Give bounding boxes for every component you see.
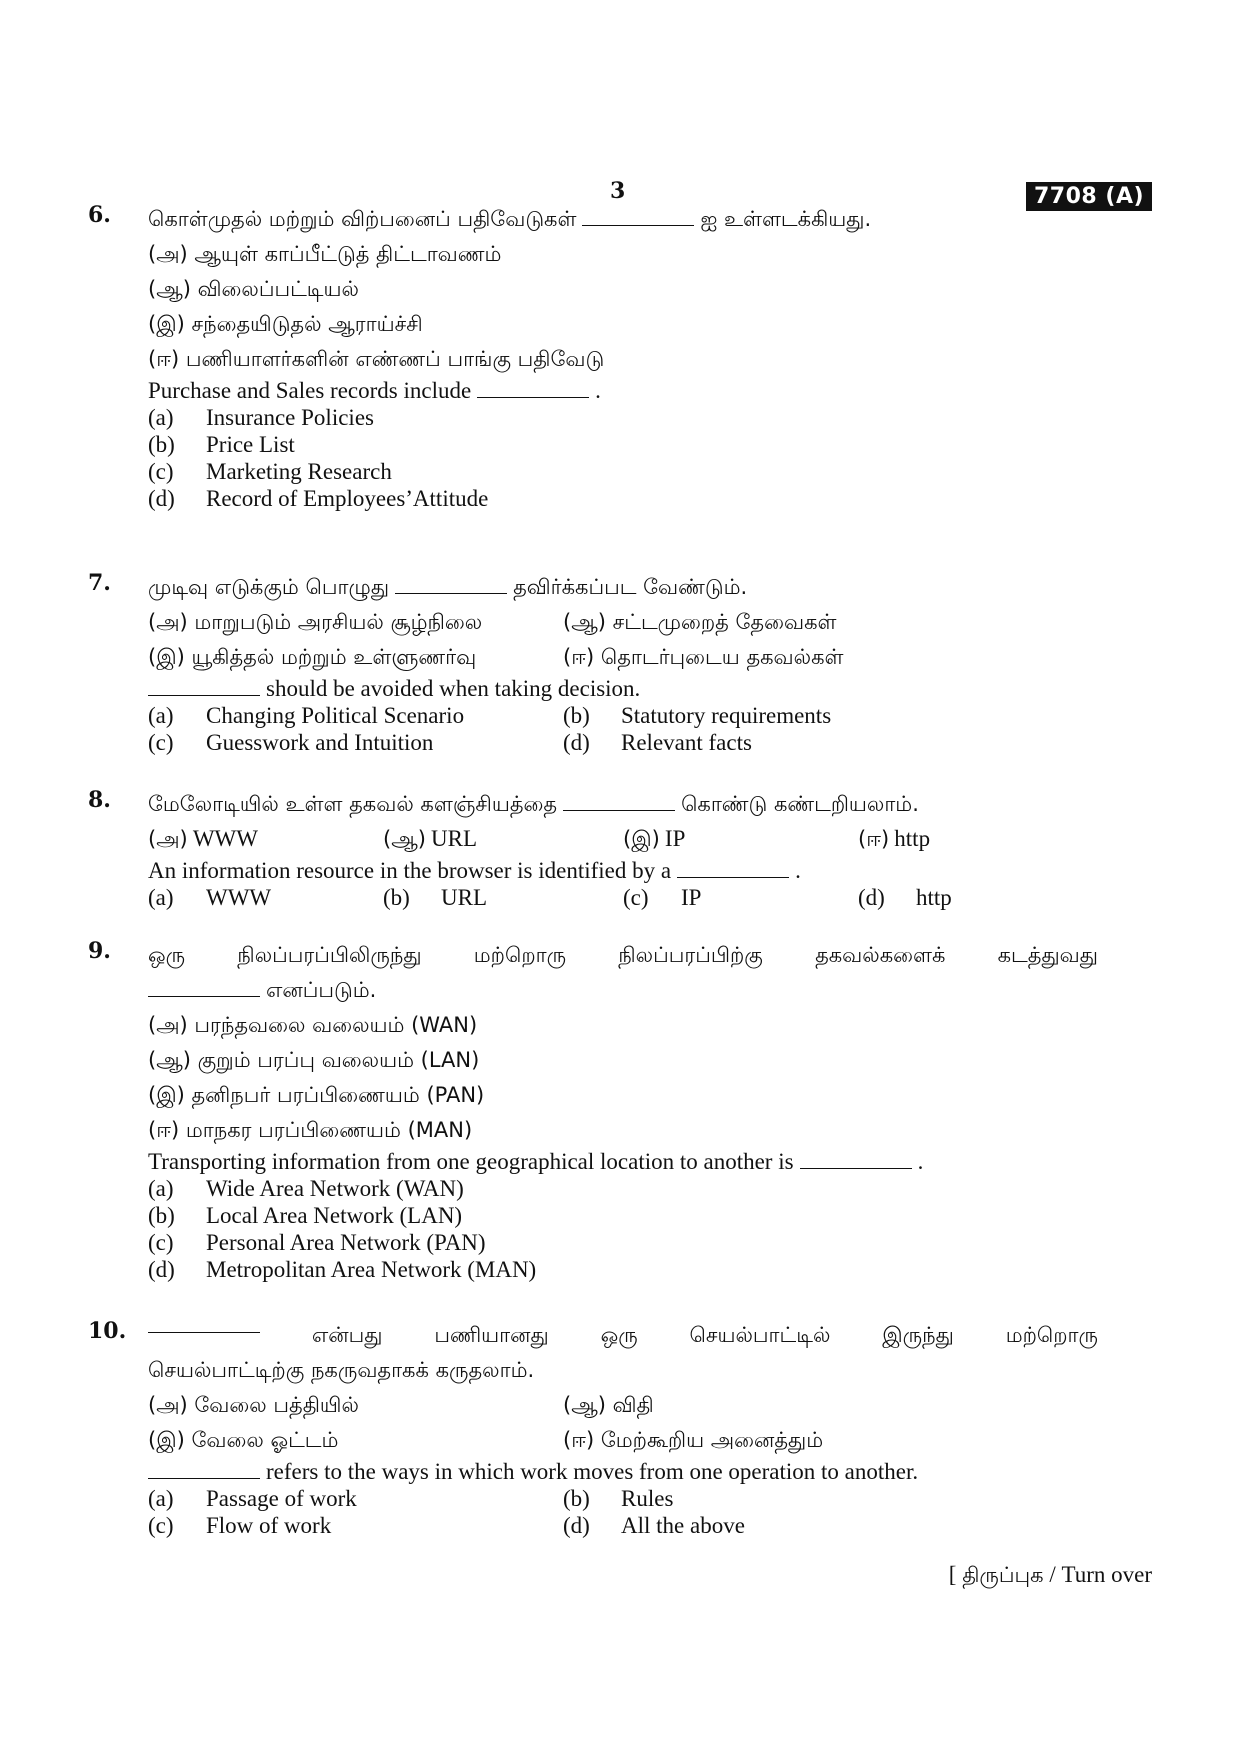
option-english: (b) URL (383, 885, 487, 910)
option-english: (c) Flow of work (148, 1513, 332, 1538)
option-english: (d) Record of Employees’Attitude (148, 486, 489, 511)
option-english: (a) Insurance Policies (148, 405, 374, 430)
option-english: (c) Marketing Research (148, 459, 392, 484)
option-english: (c) Personal Area Network (PAN) (148, 1230, 486, 1255)
option-tamil: (ஈ) தொடர்புடைய தகவல்கள் (563, 645, 844, 669)
option-english: (d) Metropolitan Area Network (MAN) (148, 1257, 537, 1282)
question-stem-english: should be avoided when taking decision. (148, 675, 1148, 702)
answer-blank (563, 796, 675, 811)
option-english: (d) All the above (563, 1513, 745, 1538)
answer-blank (800, 1154, 912, 1169)
option-english: (b) Statutory requirements (563, 703, 832, 728)
turn-over-tamil: திருப்புக (962, 1563, 1044, 1587)
option-tamil: (ஈ) பணியாளர்களின் எண்ணப் பாங்கு பதிவேடு (148, 347, 605, 371)
question-stem-english: An information resource in the browser is identified by a . (148, 858, 801, 883)
paper-code-badge: 7708 (A) (1026, 182, 1152, 211)
question-stem-english: Transporting information from one geographical location to another is . (148, 1149, 924, 1174)
answer-blank (148, 982, 260, 997)
option-tamil: (அ) வேலை பத்தியில் (148, 1393, 359, 1417)
option-tamil: (இ) சந்தையிடுதல் ஆராய்ச்சி (148, 312, 423, 336)
option-tamil: (அ) மாறுபடும் அரசியல் சூழ்நிலை (148, 610, 483, 634)
question-9 (88, 938, 1148, 1283)
option-tamil: (ஆ) குறும் பரப்பு வலையம் (LAN) (148, 1048, 480, 1072)
option-tamil: (ஈ) மாநகர பரப்பிணையம் (MAN) (148, 1118, 473, 1142)
option-english: (d) http (858, 885, 952, 910)
option-tamil: (இ) IP (623, 826, 686, 851)
question-stem-tamil-cont: எனப்படும். (148, 973, 1148, 1008)
option-tamil: (இ) தனிநபர் பரப்பிணையம் (PAN) (148, 1083, 485, 1107)
option-tamil: (ஈ) மேற்கூறிய அனைத்தும் (563, 1428, 824, 1452)
option-tamil: (இ) வேலை ஓட்டம் (148, 1428, 339, 1452)
option-english: (c) Guesswork and Intuition (148, 730, 434, 755)
page-number: 3 (610, 178, 626, 204)
answer-blank (148, 1318, 260, 1333)
answer-blank (582, 211, 694, 226)
question-7 (88, 570, 1148, 756)
option-english: (b) Rules (563, 1486, 674, 1511)
question-6 (88, 202, 1148, 512)
option-tamil: (ஆ) URL (383, 826, 478, 851)
option-tamil: (அ) ஆயுள் காப்பீட்டுத் திட்டாவணம் (148, 242, 502, 266)
turn-over-footer: [ திருப்புக / Turn over (948, 1562, 1152, 1587)
option-tamil: (அ) பரந்தவலை வலையம் (WAN) (148, 1013, 478, 1037)
question-stem-tamil: முடிவு எடுக்கும் பொழுது தவிர்க்கப்பட வேண்டும். (148, 575, 748, 599)
option-english: (b) Local Area Network (LAN) (148, 1203, 463, 1228)
option-tamil: (அ) WWW (148, 826, 258, 851)
question-stem-tamil: ஒரு நிலப்பரப்பிலிருந்து மற்றொரு நிலப்பரப்பிற்கு தகவல்களைக் கடத்துவது (148, 943, 1098, 967)
option-english: (c) IP (623, 885, 702, 910)
option-english: (a) Wide Area Network (WAN) (148, 1176, 464, 1201)
option-tamil: (ஈ) http (858, 826, 931, 851)
question-stem-tamil: மேலோடியில் உள்ள தகவல் களஞ்சியத்தை கொண்டு கண்டறியலாம். (148, 792, 919, 816)
option-english: (a) Changing Political Scenario (148, 703, 465, 728)
option-tamil: (ஆ) சட்டமுறைத் தேவைகள் (563, 610, 837, 634)
answer-blank (395, 579, 507, 594)
question-number: 7. (88, 570, 111, 596)
question-stem-english: refers to the ways in which work moves from one operation to another. (148, 1458, 1148, 1485)
option-english: (a) WWW (148, 885, 272, 910)
answer-blank (148, 1464, 260, 1479)
option-english: (b) Price List (148, 432, 295, 457)
option-english: (a) Passage of work (148, 1486, 357, 1511)
question-stem-tamil: கொள்முதல் மற்றும் விற்பனைப் பதிவேடுகள் ஐ உள்ளடக்கியது. (148, 207, 872, 231)
answer-blank (477, 383, 589, 398)
option-tamil: (ஆ) விதி (563, 1393, 654, 1417)
question-8 (88, 787, 1148, 911)
option-tamil: (ஆ) விலைப்பட்டியல் (148, 277, 359, 301)
question-10 (88, 1318, 1148, 1539)
question-number: 6. (88, 202, 111, 228)
answer-blank (677, 863, 789, 878)
question-stem-tamil: என்பது பணியானது ஒரு செயல்பாட்டில் இருந்து மற்றொரு (148, 1318, 1098, 1353)
answer-blank (148, 681, 260, 696)
option-english: (d) Relevant facts (563, 730, 752, 755)
question-stem-english: Purchase and Sales records include . (148, 378, 601, 403)
question-number: 8. (88, 787, 111, 813)
question-number: 9. (88, 938, 111, 964)
question-number: 10. (88, 1318, 127, 1344)
turn-over-english: Turn over (1061, 1562, 1152, 1587)
question-stem-tamil-cont: செயல்பாட்டிற்கு நகருவதாகக் கருதலாம். (148, 1358, 535, 1382)
option-tamil: (இ) யூகித்தல் மற்றும் உள்ளுணர்வு (148, 645, 477, 669)
